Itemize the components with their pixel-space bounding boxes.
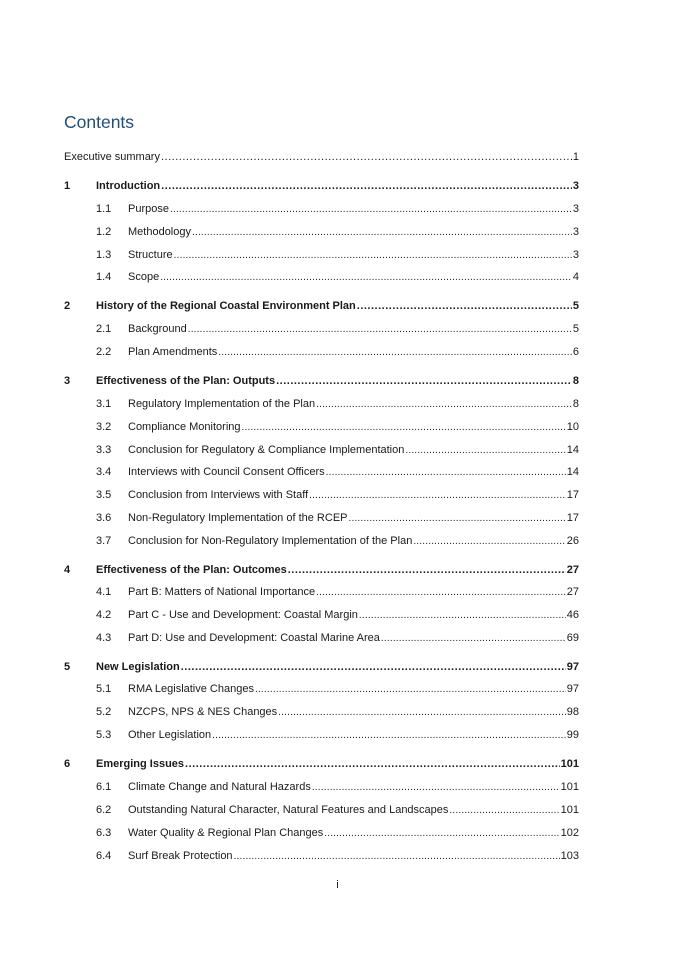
toc-entry-title: Conclusion for Regulatory & Compliance Implementation (128, 444, 405, 456)
toc-entry-page: 101 (560, 781, 579, 793)
toc-entry-title: Conclusion from Interviews with Staff (128, 489, 309, 501)
toc-entry-number: 5 (64, 661, 71, 673)
toc-subsection-entry[interactable] (64, 802, 579, 818)
toc-entry-title: Other Legislation (128, 729, 212, 741)
toc-entry-number: 6.4 (96, 850, 112, 862)
toc-entry-number: 2.2 (96, 346, 112, 358)
dot-leader (161, 178, 572, 192)
toc-subsection-entry[interactable] (64, 269, 579, 285)
toc-subsection-entry[interactable] (64, 630, 579, 646)
dot-leader (276, 373, 572, 387)
dot-leader (218, 345, 572, 359)
toc-subsection-entry[interactable] (64, 201, 579, 217)
dot-leader (449, 803, 559, 817)
toc-entry-page: 10 (566, 421, 579, 433)
toc-entry-number: 3.3 (96, 444, 112, 456)
toc-subsection-entry[interactable] (64, 704, 579, 720)
dot-leader (234, 849, 560, 863)
toc-entry-page: 98 (566, 706, 579, 718)
dot-leader (309, 488, 566, 502)
toc-entry-page: 27 (566, 586, 579, 598)
toc-entry-title: Conclusion for Non-Regulatory Implementation of the Plan (128, 535, 413, 547)
dot-leader (278, 705, 566, 719)
toc-section-entry[interactable] (64, 178, 579, 194)
toc-subsection-entry[interactable] (64, 779, 579, 795)
toc-subsection-entry[interactable] (64, 727, 579, 743)
dot-leader (188, 322, 572, 336)
toc-entry-number: 1.4 (96, 271, 112, 283)
toc-entry-page: 5 (572, 300, 579, 312)
toc-entry-page: 97 (566, 661, 579, 673)
toc-entry-page: 3 (572, 226, 579, 238)
toc-entry-page: 99 (566, 729, 579, 741)
toc-subsection-entry[interactable] (64, 247, 579, 263)
toc-entry-number: 5.2 (96, 706, 112, 718)
dot-leader (357, 298, 572, 312)
toc-entry-title: Effectiveness of the Plan: Outputs (96, 375, 276, 387)
dot-leader (192, 225, 572, 239)
toc-entry-title: Plan Amendments (128, 346, 218, 358)
toc-subsection-entry[interactable] (64, 533, 579, 549)
toc-subsection-entry[interactable] (64, 848, 579, 864)
toc-entry-title: Part D: Use and Development: Coastal Marine Area (128, 632, 380, 644)
toc-entry-title: Outstanding Natural Character, Natural Features and Landscapes (128, 804, 449, 816)
toc-entry-title: Methodology (128, 226, 191, 238)
dot-leader (349, 511, 566, 525)
toc-entry-number: 4.3 (96, 632, 112, 644)
dot-leader (185, 756, 560, 770)
toc-entry-number: 6.2 (96, 804, 112, 816)
toc-subsection-entry[interactable] (64, 321, 579, 337)
toc-section-entry[interactable] (64, 562, 579, 578)
toc-entry-number: 5.3 (96, 729, 112, 741)
toc-entry-title: Compliance Monitoring (128, 421, 241, 433)
toc-entry-number: 3.4 (96, 466, 112, 478)
toc-entry-page: 101 (560, 758, 579, 770)
toc-section-entry[interactable] (64, 298, 579, 314)
toc-entry-title: New Legislation (96, 661, 180, 673)
toc-entry-title: Purpose (128, 203, 169, 215)
toc-entry-page: 27 (566, 564, 579, 576)
toc-section-entry[interactable] (64, 756, 579, 772)
dot-leader (324, 826, 559, 840)
toc-entry-page: 101 (560, 804, 579, 816)
dot-leader (405, 443, 565, 457)
toc-entry-page: 5 (572, 323, 579, 335)
toc-entry-page: 97 (566, 683, 579, 695)
toc-subsection-entry[interactable] (64, 584, 579, 600)
toc-entry-title: Scope (128, 271, 160, 283)
toc-section-entry[interactable] (64, 149, 579, 165)
dot-leader (288, 562, 566, 576)
toc-entry-title: Part B: Matters of National Importance (128, 586, 316, 598)
toc-entry-title: Non-Regulatory Implementation of the RCEP (128, 512, 348, 524)
page-number-footer: i (336, 879, 339, 891)
toc-subsection-entry[interactable] (64, 510, 579, 526)
dot-leader (255, 682, 566, 696)
toc-entry-number: 6.1 (96, 781, 112, 793)
toc-entry-number: 3.7 (96, 535, 112, 547)
toc-section-entry[interactable] (64, 659, 579, 675)
toc-entry-page: 14 (566, 466, 579, 478)
toc-entry-page: 3 (572, 180, 579, 192)
toc-entry-number: 4.1 (96, 586, 112, 598)
toc-entry-page: 17 (566, 489, 579, 501)
toc-entry-page: 14 (566, 444, 579, 456)
toc-subsection-entry[interactable] (64, 825, 579, 841)
toc-entry-number: 3 (64, 375, 71, 387)
toc-entry-number: 3.2 (96, 421, 112, 433)
toc-entry-number: 1 (64, 180, 71, 192)
toc-entry-page: 8 (572, 375, 579, 387)
dot-leader (316, 585, 566, 599)
toc-entry-title: Executive summary (64, 151, 160, 163)
toc-entry-page: 46 (566, 609, 579, 621)
toc-entry-title: Introduction (96, 180, 161, 192)
toc-entry-title: History of the Regional Coastal Environment Plan (96, 300, 356, 312)
toc-subsection-entry[interactable] (64, 224, 579, 240)
contents-heading: Contents (64, 112, 135, 132)
toc-entry-title: Emerging Issues (96, 758, 185, 770)
toc-entry-page: 6 (572, 346, 579, 358)
dot-leader (170, 202, 572, 216)
toc-entry-title: Part C - Use and Development: Coastal Margin (128, 609, 358, 621)
dot-leader (242, 420, 566, 434)
toc-entry-title: Interviews with Council Consent Officers (128, 466, 325, 478)
toc-entry-number: 6 (64, 758, 71, 770)
toc-entry-number: 2.1 (96, 323, 112, 335)
toc-entry-page: 17 (566, 512, 579, 524)
toc-section-entry[interactable] (64, 373, 579, 389)
toc-entry-number: 1.1 (96, 203, 112, 215)
toc-entry-title: Water Quality & Regional Plan Changes (128, 827, 324, 839)
toc-subsection-entry[interactable] (64, 607, 579, 623)
toc-entry-page: 3 (572, 249, 579, 261)
dot-leader (174, 248, 572, 262)
toc-subsection-entry[interactable] (64, 344, 579, 360)
toc-subsection-entry[interactable] (64, 464, 579, 480)
dot-leader (381, 631, 566, 645)
toc-entry-title: Background (128, 323, 187, 335)
toc-entry-title: Effectiveness of the Plan: Outcomes (96, 564, 287, 576)
toc-entry-title: Surf Break Protection (128, 850, 233, 862)
toc-entry-number: 3.5 (96, 489, 112, 501)
toc-entry-number: 3.6 (96, 512, 112, 524)
toc-entry-page: 102 (560, 827, 579, 839)
toc-subsection-entry[interactable] (64, 681, 579, 697)
toc-entry-number: 4 (64, 564, 71, 576)
dot-leader (160, 270, 572, 284)
dot-leader (312, 780, 560, 794)
toc-entry-title: Structure (128, 249, 173, 261)
toc-entry-page: 8 (572, 398, 579, 410)
dot-leader (413, 534, 565, 548)
toc-entry-title: Climate Change and Natural Hazards (128, 781, 311, 793)
toc-subsection-entry[interactable] (64, 442, 579, 458)
toc-subsection-entry[interactable] (64, 419, 579, 435)
toc-entry-number: 1.3 (96, 249, 112, 261)
toc-entry-number: 3.1 (96, 398, 112, 410)
toc-entry-title: NZCPS, NPS & NES Changes (128, 706, 278, 718)
toc-entry-number: 4.2 (96, 609, 112, 621)
toc-subsection-entry[interactable] (64, 396, 579, 412)
toc-entry-page: 26 (566, 535, 579, 547)
toc-entry-page: 1 (572, 151, 579, 163)
toc-entry-page: 3 (572, 203, 579, 215)
dot-leader (212, 728, 566, 742)
dot-leader (181, 659, 566, 673)
toc-subsection-entry[interactable] (64, 487, 579, 503)
toc-entry-page: 103 (560, 850, 579, 862)
dot-leader (359, 608, 566, 622)
toc-entry-page: 69 (566, 632, 579, 644)
toc-entry-title: RMA Legislative Changes (128, 683, 254, 695)
toc-entry-title: Regulatory Implementation of the Plan (128, 398, 316, 410)
dot-leader (161, 149, 572, 163)
dot-leader (326, 465, 566, 479)
toc-entry-number: 5.1 (96, 683, 112, 695)
toc-entry-number: 6.3 (96, 827, 112, 839)
toc-entry-page: 4 (572, 271, 579, 283)
toc-entry-number: 2 (64, 300, 71, 312)
toc-entry-number: 1.2 (96, 226, 112, 238)
dot-leader (316, 397, 572, 411)
